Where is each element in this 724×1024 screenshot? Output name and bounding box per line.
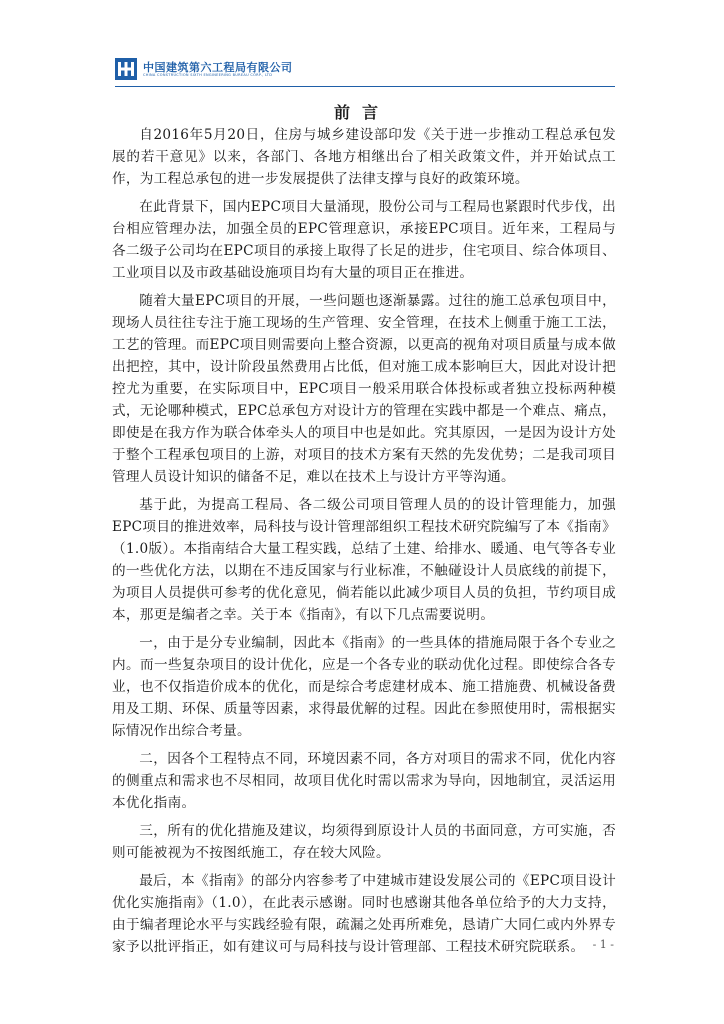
- paragraph: 一，由于是分专业编制，因此本《指南》的一些具体的措施局限于各个专业之内。而一些复杂项目的设计优化，应是一个各专业的联动优化过程。即使综合各专业，也不仅指造价成本的优化，而是综合考虑建材成本、施工措施费、机械设备费用及工期、环保、质量等因素，求得最优解的过程。因此在参照使用时，需根据实际情况作出综合考量。: [112, 635, 616, 739]
- company-name: 中国建筑第六工程局有限公司: [143, 61, 293, 74]
- page-header: [115, 58, 615, 84]
- page-title: 前言: [333, 103, 390, 122]
- company-name-en: CHINA CONSTRUCTION SIXTH ENGINEERING BUREAU CORP., LTD: [143, 73, 273, 77]
- paragraph: 基于此，为提高工程局、各二级公司项目管理人员的的设计管理能力，加强EPC项目的推进效率，局科技与设计管理部组织工程技术研究院编写了本《指南》（1.0版）。本指南结合大量工程实践，总结了土建、给排水、暖通、电气等各专业的一些优化方法，以期在不违反国家与行业标准，不触碰设计人员底线的前提下，为项目人员提供可参考的优化意见，倘若能以此减少项目人员的负担，节约项目成本，那更是编者之幸。关于本《指南》，有以下几点需要说明。: [112, 497, 616, 623]
- cscec-logo-icon: [115, 58, 137, 80]
- paragraph: 随着大量EPC项目的开展，一些问题也逐渐暴露。过往的施工总承包项目中，现场人员往往专注于施工现场的生产管理、安全管理，在技术上侧重于施工工法，工艺的管理。而EPC项目则需要向上整合资源，以更高的视角对项目质量与成本做出把控，其中，设计阶段虽然费用占比低，但对施工成本影响巨大，因此对设计把控尤为重要，在实际项目中，EPC项目一般采用联合体投标或者独立投标两种模式，无论哪种模式，EPC总承包方对设计方的管理在实践中都是一个难点、痛点，即使是在我方作为联合体牵头人的项目中也是如此。究其原因，一是因为设计方处于整个工程承包项目的上游，对项目的技术方案有天然的先发优势；二是我司项目管理人员设计知识的储备不足，难以在技术上与设计方平等沟通。: [112, 293, 616, 485]
- header-divider: [115, 86, 615, 87]
- paragraph: 二，因各个工程特点不同，环境因素不同，各方对项目的需求不同，优化内容的侧重点和需求也不尽相同，故项目优化时需以需求为导向，因地制宜，灵活运用本优化指南。: [112, 751, 616, 811]
- paragraph: 最后，本《指南》的部分内容参考了中建城市建设发展公司的《EPC项目设计优化实施指南》（1.0），在此表示感谢。同时也感谢其他各单位给予的大力支持，由于编者理论水平与实践经验有限，疏漏之处再所难免，恳请广大同仁或内外界专家予以批评指正，如有建议可与局科技与设计管理部、工程技术研究院联系。: [112, 873, 616, 955]
- paragraph: 自2016年5月20日，住房与城乡建设部印发《关于进一步推动工程总承包发展的若干意见》以来，各部门、各地方相继出台了相关政策文件，并开始试点工作，为工程总承包的进一步发展提供了法律支撑与良好的政策环境。: [112, 127, 616, 187]
- paragraph: 三，所有的优化措施及建议，均须得到原设计人员的书面同意，方可实施，否则可能被视为不按图纸施工，存在较大风险。: [112, 823, 616, 861]
- paragraph: 在此背景下，国内EPC项目大量涌现，股份公司与工程局也紧跟时代步伐，出台相应管理办法，加强全员的EPC管理意识，承接EPC项目。近年来，工程局与各二级子公司均在EPC项目的承接上取得了长足的进步，住宅项目、综合体项目、工业项目以及市政基础设施项目均有大量的项目正在推进。: [112, 199, 616, 281]
- document-body: [112, 124, 616, 964]
- page-number: - 1 -: [592, 938, 614, 951]
